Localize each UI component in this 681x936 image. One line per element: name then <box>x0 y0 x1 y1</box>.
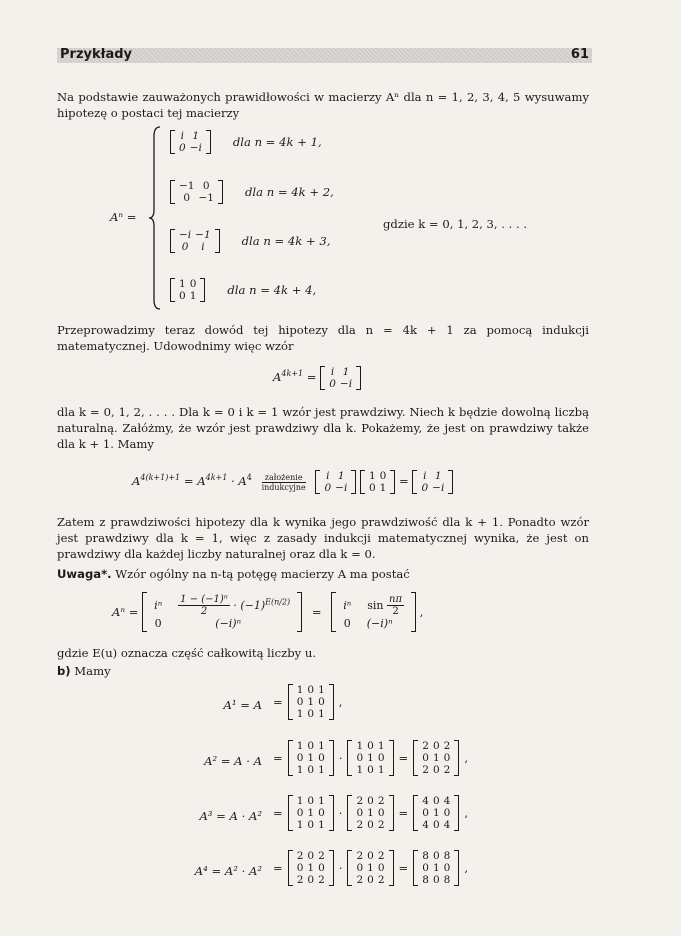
matrix-cell: 0 <box>296 807 304 819</box>
matrix-cell: 0 <box>443 807 451 819</box>
matrix-cell: 1 <box>307 696 315 708</box>
matrix <box>288 740 334 776</box>
running-header <box>57 48 592 63</box>
matrix-cell: 1 <box>342 366 350 378</box>
matrix-cell: 4 <box>422 795 429 807</box>
matrix-cell: 0 <box>179 290 186 302</box>
matrix-cell: 1 <box>296 764 304 776</box>
matrix-cell: 1 <box>377 740 385 752</box>
matrix-cell: 1 <box>356 764 364 776</box>
matrix <box>413 740 459 776</box>
matrix <box>288 850 334 886</box>
matrix-cell: 0 <box>356 752 364 764</box>
matrix-cell: 1 <box>367 752 374 764</box>
matrix-cell: 0 <box>368 482 376 494</box>
case-row <box>170 180 339 204</box>
remark-label: Uwaga*. <box>57 567 112 581</box>
matrix-cell: −1 <box>198 192 214 204</box>
matrix-cell: 1 <box>318 708 325 720</box>
matrix-cell: 1 <box>337 470 345 482</box>
matrix-cell: 0 <box>307 874 315 886</box>
equals-sign: = <box>398 806 409 820</box>
general-b21: 0 <box>343 617 351 630</box>
matrix-cell: 0 <box>443 862 451 874</box>
part-b-line <box>57 663 589 679</box>
matrix-cell: 0 <box>307 684 315 696</box>
matrix-cell: 1 <box>296 795 304 807</box>
matrix-cell: 8 <box>422 874 429 886</box>
matrix <box>288 795 334 831</box>
matrix-cell: 1 <box>434 470 442 482</box>
matrix-cell: 0 <box>202 180 210 192</box>
matrix-cell: 0 <box>356 862 364 874</box>
where-e-line: gdzie E(u) oznacza część całkowitą liczby u. <box>57 646 317 660</box>
matrix-cell: 1 <box>318 795 325 807</box>
matrix-cell: 2 <box>356 874 364 886</box>
matrix-cell: 8 <box>422 850 429 862</box>
comma: , <box>464 861 468 875</box>
formula2-eq2: = <box>399 474 409 488</box>
matrix-cell: 0 <box>296 862 304 874</box>
general-lhs: Aⁿ = <box>112 605 139 619</box>
case-condition: dla n = 4k + 4, <box>227 283 317 297</box>
matrix-cell: 2 <box>377 819 385 831</box>
matrix-cell: 4 <box>422 819 429 831</box>
power-lhs: A³ = A · A² <box>199 809 262 823</box>
cases-lhs: Aⁿ = <box>110 210 137 224</box>
matrix-cell: 0 <box>432 740 440 752</box>
matrix-cell: 2 <box>422 740 429 752</box>
matrix-cell: 1 <box>432 807 440 819</box>
matrix-cell: 0 <box>443 752 451 764</box>
matrix <box>170 180 223 204</box>
matrix-cell: −i <box>189 142 202 154</box>
proof-text: dla k = 0, 1, 2, . . . . Dla k = 0 i k = 1 wzór jest prawdziwy. Niech k będzie dowolną liczbą naturalną. Załóżmy, że wzór jest prawdziwy dla k. Pokażemy, że jest on prawdziwy także dla k + 1. Mamy <box>57 405 589 451</box>
matrix-cell: 1 <box>296 684 304 696</box>
equals-sign: = <box>273 751 283 765</box>
matrix <box>347 850 393 886</box>
matrix-cell: i <box>326 470 330 482</box>
matrix-cell: −i <box>179 229 192 241</box>
matrix-cell: 0 <box>318 862 325 874</box>
case-row <box>170 130 327 154</box>
matrix-cell: 0 <box>307 795 315 807</box>
matrix-cell: 1 <box>296 740 304 752</box>
matrix-cell: −i <box>339 378 353 390</box>
formula1-exp: 4k+1 <box>281 369 304 379</box>
matrix-cell: −i <box>335 482 348 494</box>
general-b22: (−i)ⁿ <box>366 617 393 630</box>
matrix-cell: 0 <box>432 850 440 862</box>
matrix-cell: 2 <box>443 764 451 776</box>
general-formula <box>112 592 423 632</box>
formula2-lhs-exp: 4(k+1)+1 <box>140 473 181 483</box>
case-condition: dla n = 4k + 3, <box>241 234 331 248</box>
matrix-cell: 2 <box>356 850 364 862</box>
formula2-dot: · A <box>231 474 247 488</box>
general-exp: E(n/2) <box>265 597 291 607</box>
matrix-cell: 4 <box>443 795 451 807</box>
remark-line <box>57 566 589 582</box>
matrix-cell: 1 <box>179 278 186 290</box>
part-b-label: b) <box>57 664 71 678</box>
formula2-matrix-2 <box>360 470 395 494</box>
formula1-eq: = <box>306 370 317 384</box>
matrix <box>413 850 459 886</box>
general-b11: iⁿ <box>343 599 352 612</box>
matrix-cell: 0 <box>422 862 429 874</box>
general-matrix-left <box>142 592 302 632</box>
matrix-cell: 0 <box>189 278 197 290</box>
matrix-cell: 0 <box>367 819 374 831</box>
matrix-cell: 0 <box>367 850 374 862</box>
matrix-cell: 0 <box>324 482 332 494</box>
general-b12-bot: 2 <box>392 606 399 617</box>
matrix-cell: 0 <box>296 696 304 708</box>
matrix-cell: 0 <box>307 708 315 720</box>
matrix-cell: 0 <box>307 764 315 776</box>
matrix-cell: 8 <box>443 874 451 886</box>
matrix-cell: 1 <box>367 807 374 819</box>
matrix-cell: 2 <box>356 795 364 807</box>
power-row <box>268 740 473 776</box>
equals-sign: = <box>273 861 283 875</box>
formula2-mid-exp: 4k+1 <box>205 473 228 483</box>
matrix-cell: 2 <box>422 764 429 776</box>
matrix-cell: 4 <box>443 819 451 831</box>
power-row <box>268 850 473 886</box>
matrix-cell: 0 <box>329 378 336 390</box>
induction-above: założenie <box>262 473 306 483</box>
power-lhs: A² = A · A <box>204 754 262 768</box>
matrix <box>170 278 205 302</box>
left-brace <box>148 126 162 310</box>
formula-2 <box>132 470 453 494</box>
dot-sign: · <box>338 751 343 765</box>
matrix-cell: 0 <box>183 192 191 204</box>
matrix-cell: 0 <box>318 752 325 764</box>
formula-1 <box>273 366 361 390</box>
dot-sign: · <box>338 806 343 820</box>
general-b12-top: nπ <box>389 594 403 605</box>
matrix-cell: 0 <box>377 752 385 764</box>
matrix-cell: 0 <box>367 764 374 776</box>
matrix-cell: 1 <box>318 764 325 776</box>
general-matrix-right <box>331 592 416 632</box>
proof-intro: Przeprowadzimy teraz dowód tej hipotezy dla n = 4k + 1 za pomocą indukcji matematycznej. Udowodnimy więc wzór <box>57 323 589 353</box>
power-row <box>268 795 473 831</box>
matrix-cell: 0 <box>179 142 186 154</box>
power-lhs: A⁴ = A² · A² <box>194 864 262 878</box>
matrix-cell: 0 <box>422 807 429 819</box>
matrix-cell: 0 <box>318 807 325 819</box>
matrix-cell: 0 <box>367 795 374 807</box>
matrix-cell: −1 <box>179 180 195 192</box>
matrix-cell: 2 <box>443 740 451 752</box>
matrix-cell: −1 <box>195 229 211 241</box>
matrix-cell: 0 <box>307 819 315 831</box>
matrix-cell: 0 <box>377 862 385 874</box>
conclusion-paragraph: Zatem z prawdziwości hipotezy dla k wynika jego prawdziwość dla k + 1. Ponadto wzór jest prawdziwy dla k = 1, więc z zasady indukcji matematycznej wynika, że jest on prawdziwy dla każdej liczby naturalnej oraz dla k = 0. <box>57 515 589 561</box>
matrix-cell: 2 <box>318 874 325 886</box>
matrix-cell: i <box>180 130 185 142</box>
matrix-cell: 0 <box>318 696 325 708</box>
equals-sign: = <box>398 861 409 875</box>
matrix-cell: 2 <box>356 819 364 831</box>
matrix-cell: 1 <box>189 290 197 302</box>
induction-label <box>262 473 306 492</box>
section-title: Przykłady <box>60 47 133 62</box>
matrix-cell: 1 <box>318 819 325 831</box>
cases-where: gdzie k = 0, 1, 2, 3, . . . . <box>383 217 528 231</box>
matrix-cell: 1 <box>318 684 325 696</box>
matrix-cell: 0 <box>432 764 440 776</box>
equals-sign: = <box>273 806 283 820</box>
page-number: 61 <box>570 47 589 62</box>
general-a11: iⁿ <box>154 599 163 612</box>
case-condition: dla n = 4k + 1, <box>232 135 322 149</box>
matrix-cell: 0 <box>377 807 385 819</box>
matrix-cell: 1 <box>307 807 315 819</box>
matrix-cell: 2 <box>318 850 325 862</box>
general-a21: 0 <box>154 617 162 630</box>
matrix-cell: 2 <box>296 874 304 886</box>
matrix-cell: 1 <box>307 862 315 874</box>
comma: , <box>464 751 468 765</box>
matrix-cell: 1 <box>307 752 315 764</box>
matrix-cell: 0 <box>421 482 429 494</box>
matrix-cell: 0 <box>367 740 374 752</box>
formula2-lhs: A <box>132 474 141 488</box>
case-condition: dla n = 4k + 2, <box>244 185 334 199</box>
matrix <box>347 740 393 776</box>
matrix-cell: 1 <box>432 862 440 874</box>
matrix <box>413 795 459 831</box>
matrix-cell: −i <box>432 482 445 494</box>
matrix-cell: 0 <box>307 740 315 752</box>
matrix-cell: 8 <box>443 850 451 862</box>
matrix-cell: 0 <box>432 819 440 831</box>
dot-sign: · <box>338 861 343 875</box>
formula1-lhs: A <box>273 370 282 384</box>
matrix-cell: 1 <box>368 470 376 482</box>
comma: , <box>464 806 468 820</box>
matrix-cell: 0 <box>379 470 387 482</box>
matrix-cell: 1 <box>296 819 304 831</box>
matrix-cell: 0 <box>307 850 315 862</box>
general-a22: (−i)ⁿ <box>215 617 242 630</box>
general-frac-bot: 2 <box>200 606 208 617</box>
matrix-cell: 1 <box>318 740 325 752</box>
formula1-matrix <box>320 366 361 390</box>
matrix-cell: i <box>201 241 205 253</box>
matrix-cell: i <box>423 470 427 482</box>
remark-text: Wzór ogólny na n-tą potęgę macierzy A ma postać <box>111 567 410 581</box>
equals-sign: = <box>273 695 283 709</box>
matrix-cell: 2 <box>377 850 385 862</box>
matrix-cell: 1 <box>367 862 374 874</box>
matrix-cell: 1 <box>192 130 200 142</box>
power-row <box>268 684 347 720</box>
matrix-cell: 2 <box>377 874 385 886</box>
matrix-cell: 0 <box>356 807 364 819</box>
matrix-cell: 0 <box>422 752 429 764</box>
matrix-cell: i <box>330 366 335 378</box>
general-frac-top: 1 − (−1)ⁿ <box>180 594 228 605</box>
part-b-text: Mamy <box>70 664 111 678</box>
matrix-cell: 1 <box>379 482 387 494</box>
matrix-cell: 0 <box>432 874 440 886</box>
matrix-cell: 2 <box>296 850 304 862</box>
matrix-cell: 0 <box>296 752 304 764</box>
matrix-cell: 1 <box>432 752 440 764</box>
matrix-cell: 1 <box>377 764 385 776</box>
power-lhs: A¹ = A <box>223 698 262 712</box>
formula2-dot-exp: 4 <box>246 473 252 483</box>
formula2-matrix-1 <box>315 470 356 494</box>
matrix-cell: 2 <box>377 795 385 807</box>
matrix-cell: 0 <box>181 241 189 253</box>
matrix <box>288 684 334 720</box>
matrix <box>170 130 211 154</box>
general-eq: = <box>311 605 322 619</box>
general-mult: · (−1) <box>233 599 266 612</box>
matrix <box>347 795 393 831</box>
matrix-cell: 1 <box>296 708 304 720</box>
case-row <box>170 278 321 302</box>
formula2-matrix-3 <box>412 470 453 494</box>
comma: , <box>338 695 343 709</box>
equals-sign: = <box>398 751 409 765</box>
matrix-cell: 0 <box>367 874 374 886</box>
general-end: , <box>419 605 424 619</box>
induction-below: indukcyjne <box>261 482 306 492</box>
matrix-cell: 1 <box>356 740 364 752</box>
matrix-cell: 0 <box>432 795 440 807</box>
matrix <box>170 229 220 253</box>
case-row <box>170 229 335 253</box>
general-b12-pre: sin <box>367 599 384 612</box>
formula2-eq1: = A <box>183 474 206 488</box>
intro-paragraph: Na podstawie zauważonych prawidłowości w macierzy Aⁿ dla n = 1, 2, 3, 4, 5 wysuwamy hipotezę o postaci tej macierzy <box>57 90 589 120</box>
